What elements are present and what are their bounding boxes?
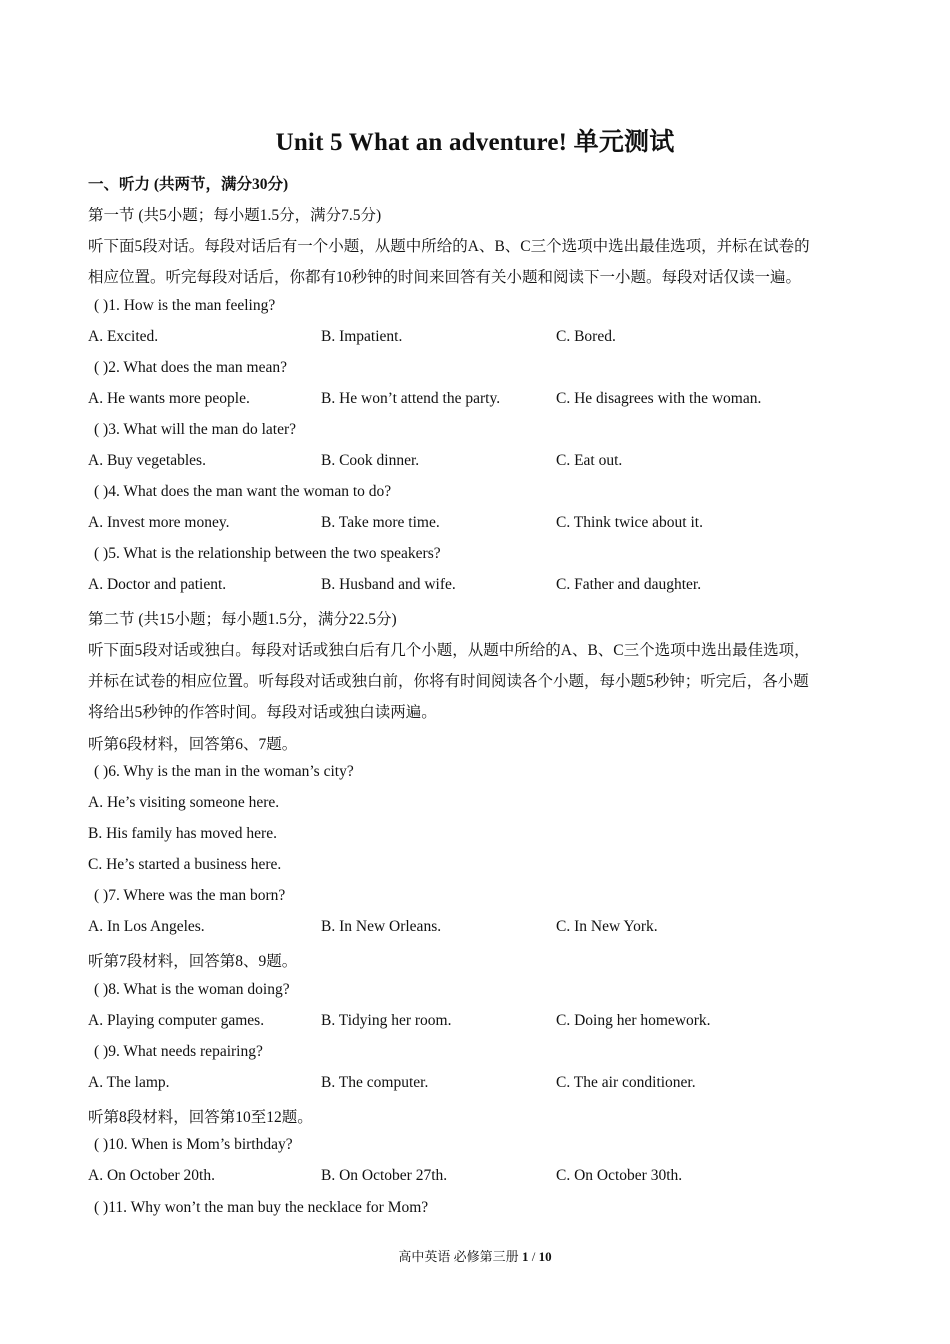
question-1: ( )1. How is the man feeling?: [94, 297, 276, 314]
q8-option-b: B. Tidying her room.: [321, 1012, 452, 1029]
material-7-note: 听第7段材料，回答第8、9题。: [88, 953, 298, 970]
q5-option-c: C. Father and daughter.: [556, 576, 702, 593]
part1-instructions-line2: 相应位置。听完每段对话后，你都有10秒钟的时间来回答有关小题和阅读下一小题。每段对话仅读一遍。: [88, 269, 802, 286]
section-heading-listening: 一、听力 (共两节，满分30分): [88, 176, 289, 193]
q10-option-c: C. On October 30th.: [556, 1167, 683, 1184]
q4-option-b: B. Take more time.: [321, 514, 440, 531]
question-11: ( )11. Why won’t the man buy the necklace for Mom?: [94, 1199, 429, 1216]
material-6-note: 听第6段材料，回答第6、7题。: [88, 736, 298, 753]
page-title: Unit 5 What an adventure! 单元测试: [275, 129, 675, 156]
part1-heading: 第一节 (共5小题；每小题1.5分，满分7.5分): [88, 207, 382, 224]
q9-option-a: A. The lamp.: [88, 1074, 170, 1091]
q4-option-c: C. Think twice about it.: [556, 514, 703, 531]
question-2: ( )2. What does the man mean?: [94, 359, 287, 376]
q7-option-b: B. In New Orleans.: [321, 918, 442, 935]
q1-option-a: A. Excited.: [88, 328, 159, 345]
question-5: ( )5. What is the relationship between the two speakers?: [94, 545, 441, 562]
q9-option-c: C. The air conditioner.: [556, 1074, 696, 1091]
q1-option-c: C. Bored.: [556, 328, 616, 345]
part2-instructions-line1: 听下面5段对话或独白。每段对话或独白后有几个小题，从题中所给的A、B、C三个选项中选出最佳选项，: [88, 642, 810, 659]
question-8: ( )8. What is the woman doing?: [94, 981, 290, 998]
q10-option-a: A. On October 20th.: [88, 1167, 215, 1184]
page-footer: [0, 1246, 950, 1265]
question-3: ( )3. What will the man do later?: [94, 421, 297, 438]
q10-option-b: B. On October 27th.: [321, 1167, 448, 1184]
q1-option-b: B. Impatient.: [321, 328, 403, 345]
q5-option-b: B. Husband and wife.: [321, 576, 456, 593]
q2-option-c: C. He disagrees with the woman.: [556, 390, 762, 407]
q9-option-b: B. The computer.: [321, 1074, 429, 1091]
q2-option-b: B. He won’t attend the party.: [321, 390, 501, 407]
footer-label: 高中英语 必修第三册: [398, 1249, 522, 1264]
question-10: ( )10. When is Mom’s birthday?: [94, 1136, 293, 1153]
footer-separator: /: [528, 1249, 539, 1264]
q6-option-b: B. His family has moved here.: [88, 825, 277, 842]
question-6: ( )6. Why is the man in the woman’s city?: [94, 763, 354, 780]
q5-option-a: A. Doctor and patient.: [88, 576, 227, 593]
footer-page-total: 10: [538, 1249, 552, 1264]
q7-option-a: A. In Los Angeles.: [88, 918, 205, 935]
q8-option-c: C. Doing her homework.: [556, 1012, 711, 1029]
material-8-note: 听第8段材料，回答第10至12题。: [88, 1109, 313, 1126]
part2-instructions-line2: 并标在试卷的相应位置。听每段对话或独白前，你将有时间阅读各个小题，每小题5秒钟；听完后，各小题: [88, 673, 809, 690]
question-7: ( )7. Where was the man born?: [94, 887, 286, 904]
q4-option-a: A. Invest more money.: [88, 514, 230, 531]
footer-page-number: 1: [521, 1249, 529, 1264]
part1-instructions-line1: 听下面5段对话。每段对话后有一个小题，从题中所给的A、B、C三个选项中选出最佳选项，并标在试卷的: [88, 238, 810, 255]
question-4: ( )4. What does the man want the woman to do?: [94, 483, 392, 500]
q3-option-a: A. Buy vegetables.: [88, 452, 206, 469]
question-9: ( )9. What needs repairing?: [94, 1043, 263, 1060]
q2-option-a: A. He wants more people.: [88, 390, 250, 407]
q3-option-b: B. Cook dinner.: [321, 452, 420, 469]
q7-option-c: C. In New York.: [556, 918, 658, 935]
q3-option-c: C. Eat out.: [556, 452, 623, 469]
q8-option-a: A. Playing computer games.: [88, 1012, 265, 1029]
part2-instructions-line3: 将给出5秒钟的作答时间。每段对话或独白读两遍。: [88, 704, 437, 721]
q6-option-c: C. He’s started a business here.: [88, 856, 282, 873]
part2-heading: 第二节 (共15小题；每小题1.5分，满分22.5分): [88, 611, 397, 628]
q6-option-a: A. He’s visiting someone here.: [88, 794, 280, 811]
